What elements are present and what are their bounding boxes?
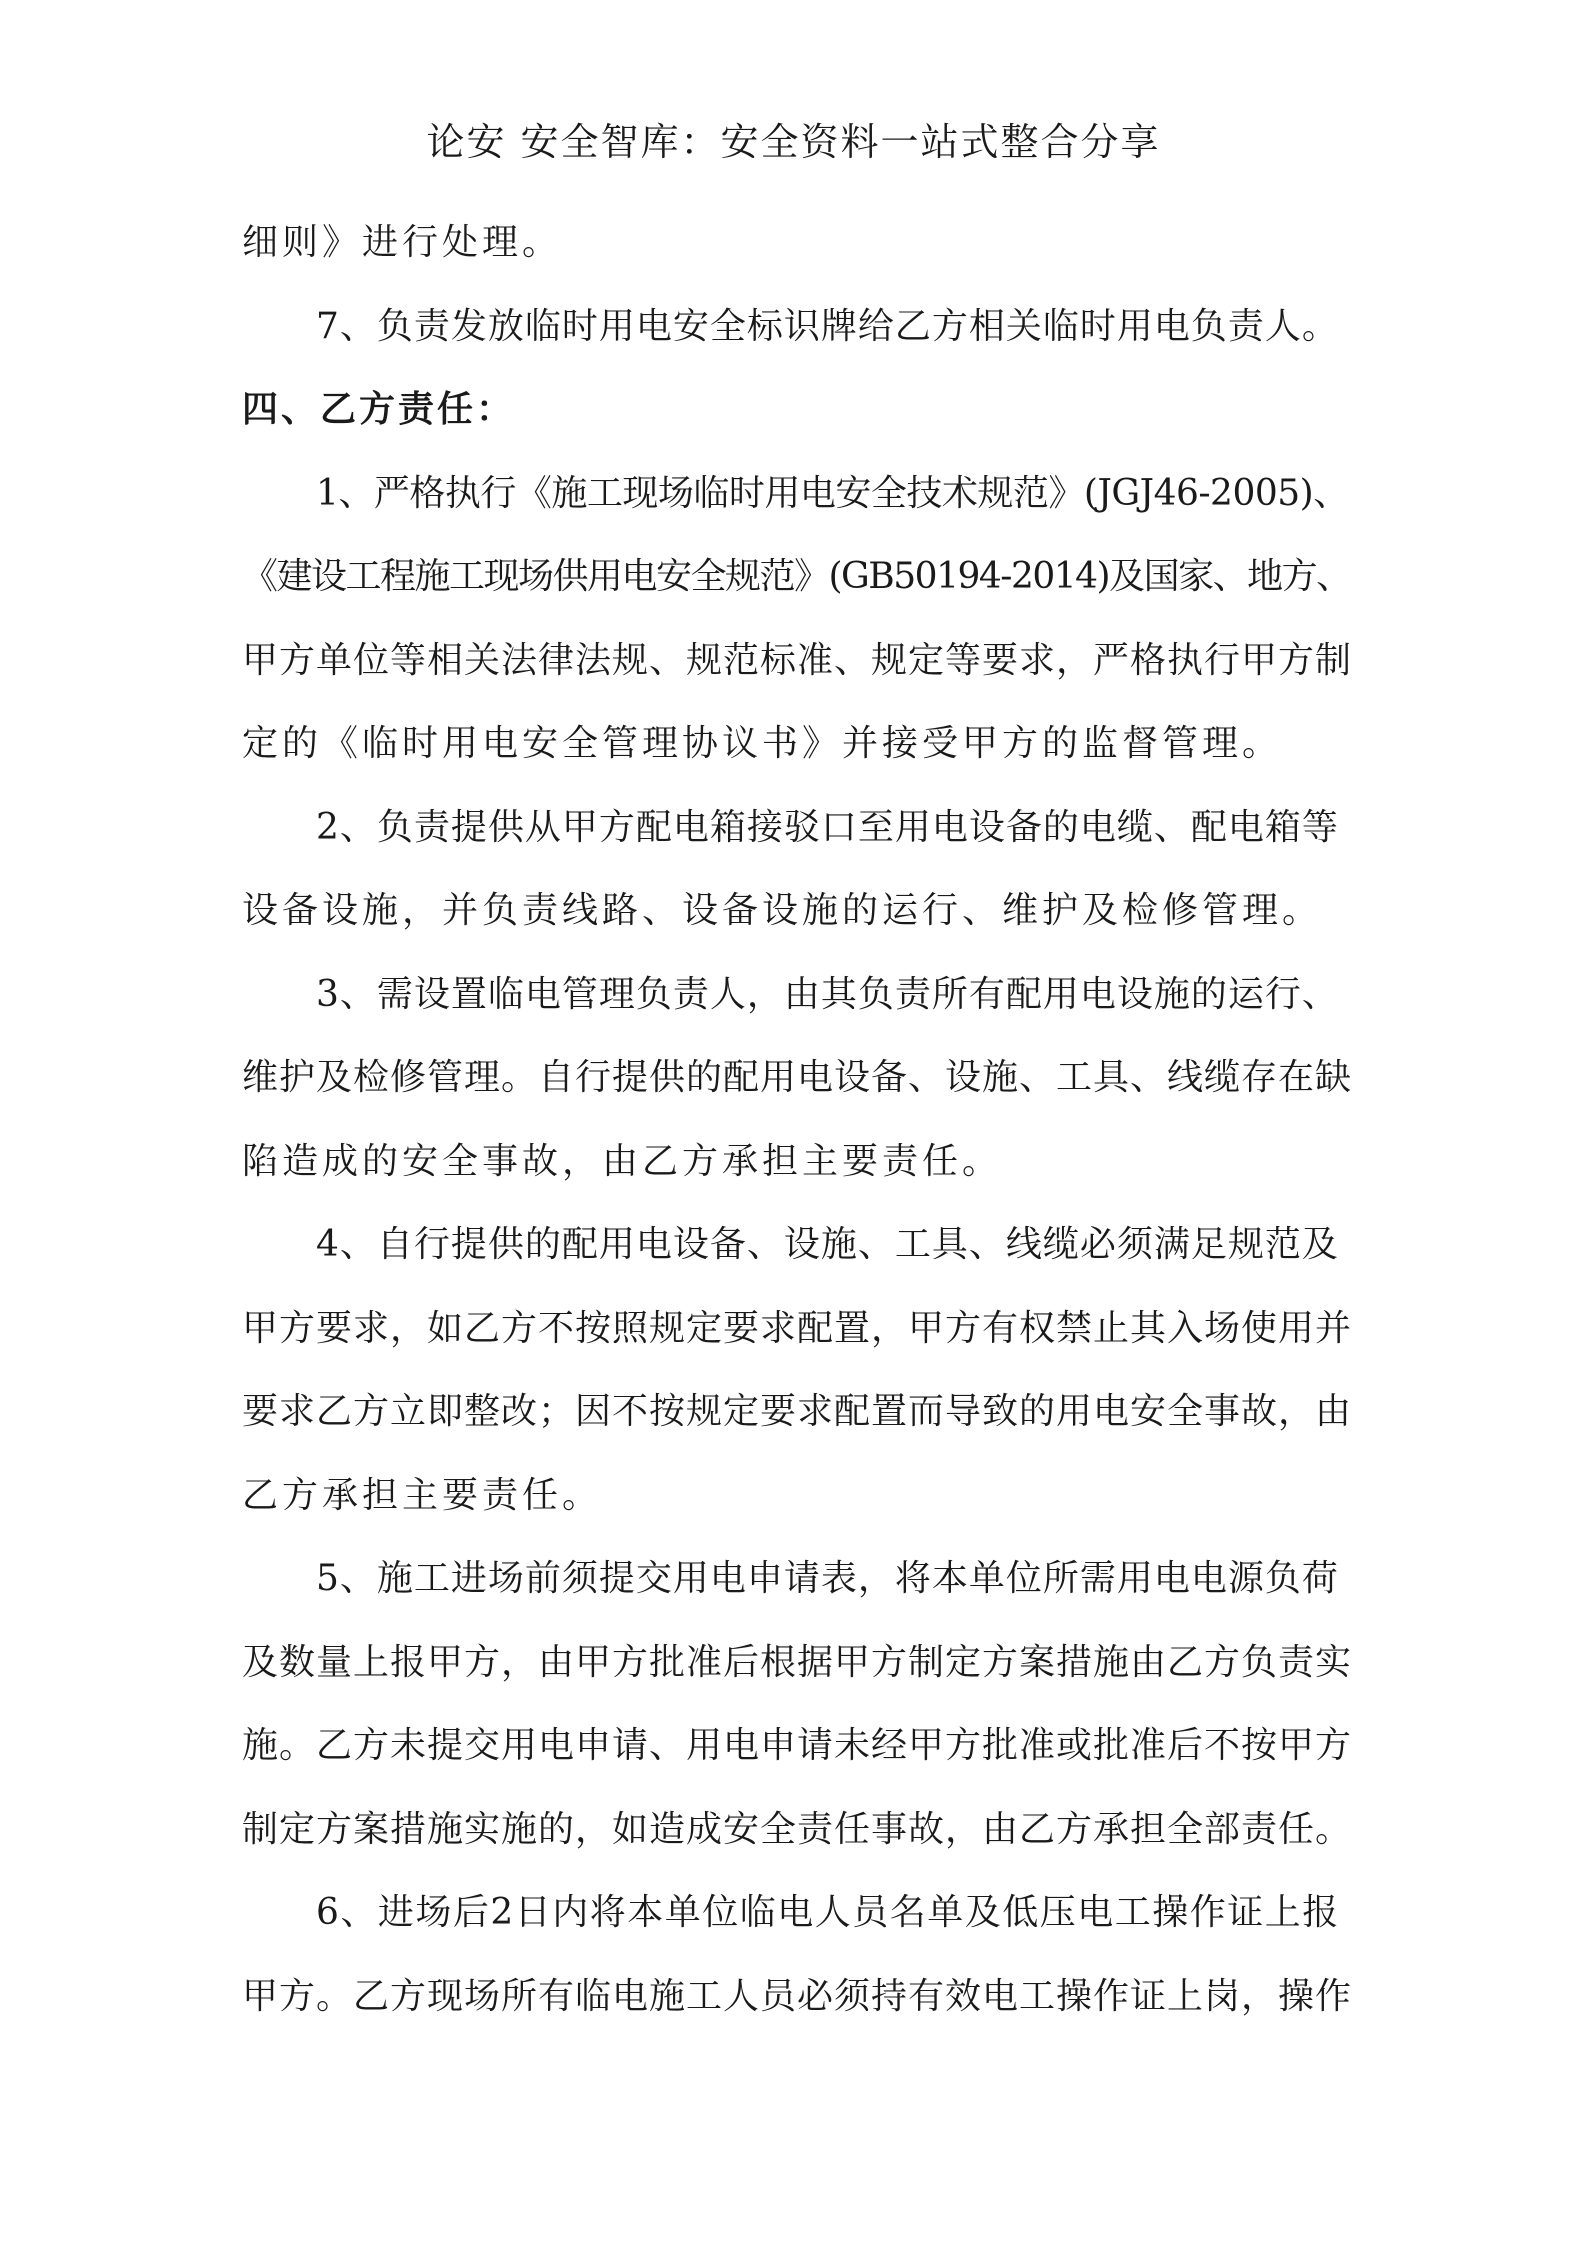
paragraph-line: 制定方案措施实施的，如造成安全责任事故，由乙方承担全部责任。 xyxy=(242,1808,1353,1850)
paragraph-line: 甲方要求，如乙方不按照规定要求配置，甲方有权禁止其入场使用并 xyxy=(242,1307,1353,1349)
section-heading: 四、乙方责任： xyxy=(242,389,516,430)
paragraph-line: 维护及检修管理。自行提供的配用电设备、设施、工具、线缆存在缺 xyxy=(242,1057,1353,1098)
paragraph-line: 乙方承担主要责任。 xyxy=(242,1474,603,1516)
paragraph-line: 施。乙方未提交用电申请、用电申请未经甲方批准或批准后不按甲方 xyxy=(242,1725,1353,1766)
paragraph-line: 细则》进行处理。 xyxy=(242,222,563,263)
paragraph-line: 4、自行提供的配用电设备、设施、工具、线缆必须满足规范及 xyxy=(316,1224,1339,1265)
paragraph-line: 《建设工程施工现场供用电安全规范》(GB50194-2014)及国家、地方、 xyxy=(242,556,1351,597)
paragraph-line: 及数量上报甲方，由甲方批准后根据甲方制定方案措施由乙方负责实 xyxy=(242,1641,1353,1683)
paragraph-line: 1、严格执行《施工现场临时用电安全技术规范》(JGJ46-2005)、 xyxy=(316,472,1349,514)
paragraph-line: 定的《临时用电安全管理协议书》并接受甲方的监督管理。 xyxy=(242,723,1283,764)
paragraph-line: 甲方。乙方现场所有临电施工人员必须持有效电工操作证上岗，操作 xyxy=(242,1975,1353,2017)
paragraph-line: 3、需设置临电管理负责人，由其负责所有配用电设施的运行、 xyxy=(316,973,1339,1015)
paragraph-line: 要求乙方立即整改；因不按规定要求配置而导致的用电安全事故，由 xyxy=(242,1391,1353,1432)
paragraph-line: 设备设施，并负责线路、设备设施的运行、维护及检修管理。 xyxy=(242,890,1323,931)
paragraph-line: 甲方单位等相关法律法规、规范标准、规定等要求，严格执行甲方制 xyxy=(242,639,1353,681)
page-header: 论安 安全智库：安全资料一站式整合分享 xyxy=(426,120,1161,164)
document-body xyxy=(242,208,1352,2045)
paragraph-line: 7、负责发放临时用电安全标识牌给乙方相关临时用电负责人。 xyxy=(316,305,1339,347)
paragraph-line: 6、进场后2日内将本单位临电人员名单及低压电工操作证上报 xyxy=(316,1892,1340,1933)
paragraph-line: 5、施工进场前须提交用电申请表，将本单位所需用电电源负荷 xyxy=(316,1558,1339,1599)
paragraph-line: 2、负责提供从甲方配电箱接驳口至用电设备的电缆、配电箱等 xyxy=(316,806,1339,848)
paragraph-line: 陷造成的安全事故，由乙方承担主要责任。 xyxy=(242,1140,1003,1182)
